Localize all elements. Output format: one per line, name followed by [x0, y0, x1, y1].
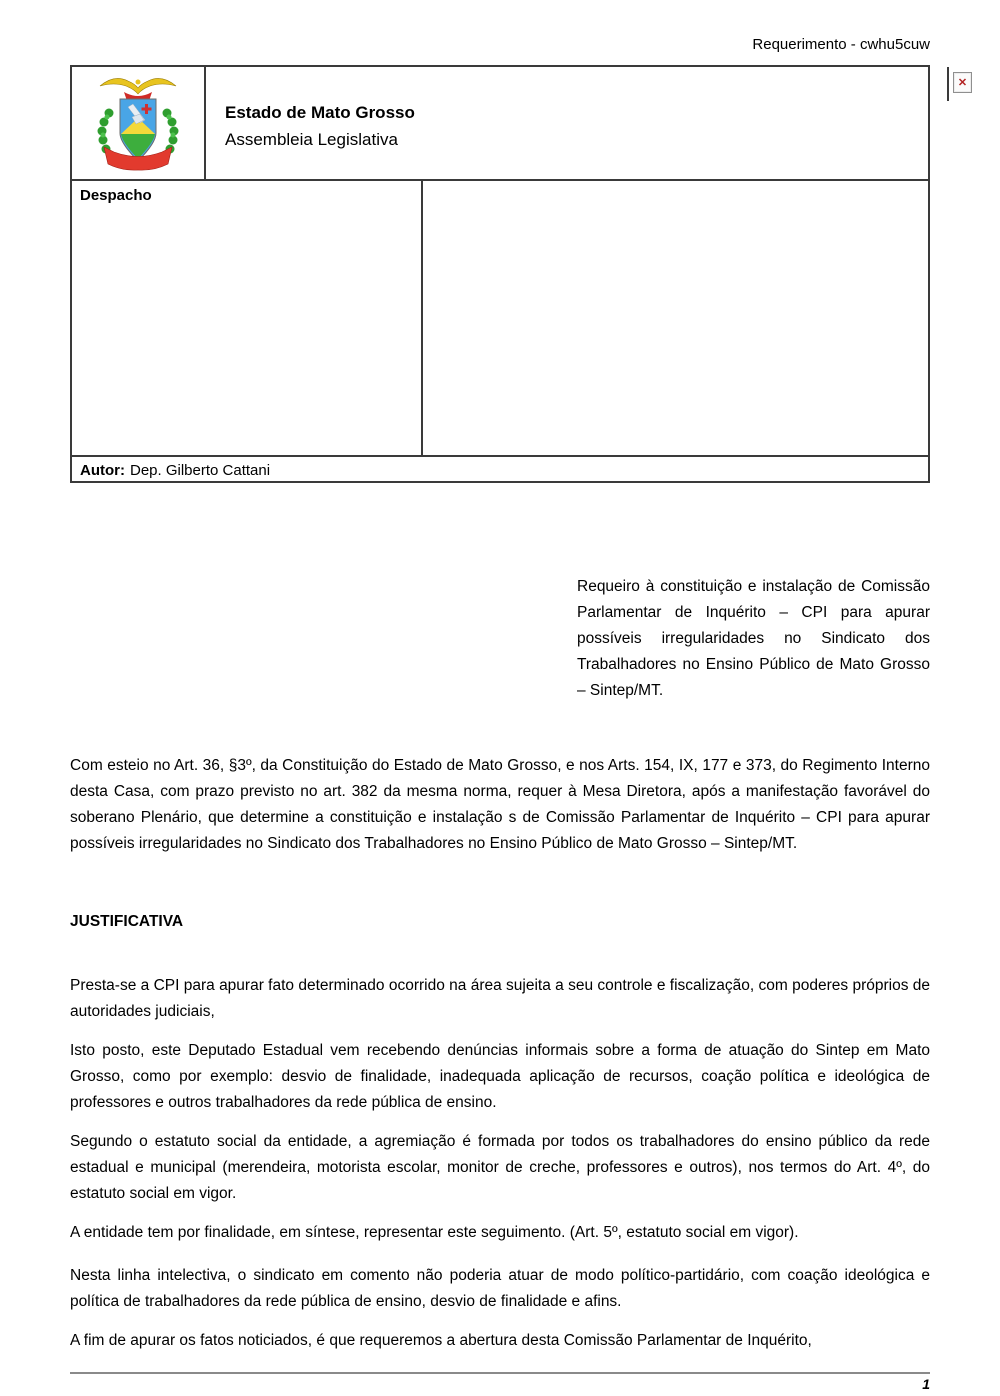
- page-number: 1: [922, 1376, 930, 1392]
- org-subtitle: Assembleia Legislativa: [225, 130, 398, 149]
- body-paragraph: A fim de apurar os fatos noticiados, é que requeremos a abertura desta Comissão Parlamentar de Inquérito,: [70, 1332, 812, 1349]
- despacho-cell: [72, 181, 423, 455]
- despacho-label: Despacho: [80, 187, 152, 204]
- autor-value: Dep. Gilberto Cattani: [130, 461, 271, 479]
- intro-paragraph: Com esteio no Art. 36, §3º, da Constituição do Estado de Mato Grosso, e nos Arts. 154, IX, 177 e 373, do Regimento Interno desta Casa, com prazo previsto no art. 382 da mesma norma, requer à Mesa Diretora, após a manifestação favorável do soberano Plenário, que determine a constituição e instalação s de Comissão Parlamentar de Inquérito – CPI para apurar possíveis irregularidades no Sindicato dos Trabalhadores no Ensino Público de Mato Grosso – Sintep/MT.: [70, 757, 930, 852]
- org-name: Estado de Mato Grosso: [225, 103, 415, 122]
- broken-image-x-glyph: ✕: [957, 77, 968, 89]
- footer-divider: [70, 1372, 930, 1374]
- document-reference-label: Requerimento - cwhu5cuw: [752, 36, 930, 53]
- eagle-head: [136, 80, 141, 85]
- despacho-row: [72, 181, 928, 457]
- body-paragraph: A entidade tem por finalidade, em síntese, representar este seguimento. (Art. 5º, estatuto social em vigor).: [70, 1224, 799, 1241]
- autor-row: [72, 457, 928, 481]
- broken-image-icon: [953, 72, 972, 93]
- header-table: [70, 65, 968, 483]
- header-cell-divider: [947, 67, 949, 101]
- org-title-cell: [206, 67, 968, 179]
- citation-block: Requeiro à constituição e instalação de Comissão Parlamentar de Inquérito – CPI para apurar possíveis irregularidades no Sindicato dos Trabalhadores no Ensino Público de Mato Grosso – Sintep/MT.: [577, 578, 930, 699]
- header-row: [72, 67, 968, 181]
- body-paragraph: Presta-se a CPI para apurar fato determinado ocorrido na área sujeita a seu controle e fiscalização, com poderes próprios de autoridades judiciais,: [70, 977, 930, 1020]
- body-paragraph: Segundo o estatuto social da entidade, a agremiação é formada por todos os trabalhadores do ensino público da rede estadual e municipal (merendeira, motorista escolar, monitor de creche, professores e outros), nos termos do Art. 4º, do estatuto social em vigor.: [70, 1133, 930, 1202]
- despacho-empty-cell: [423, 181, 928, 455]
- body-paragraph: Nesta linha intelectiva, o sindicato em comento não poderia atuar de modo político-partidário, com coação ideológica e política de trabalhadores da rede pública de ensino, desvio de finalidade e afins.: [70, 1267, 930, 1310]
- logo-cell: [72, 67, 206, 179]
- autor-label: Autor:: [80, 461, 125, 479]
- coat-of-arms-icon: [92, 73, 184, 173]
- justificativa-heading: JUSTIFICATIVA: [70, 913, 184, 930]
- body-paragraph: Isto posto, este Deputado Estadual vem recebendo denúncias informais sobre a forma de atuação do Sintep em Mato Grosso, como por exemplo: desvio de finalidade, inadequada aplicação de recursos, coação política e ideológica de professores e outros trabalhadores da rede pública de ensino.: [70, 1042, 930, 1111]
